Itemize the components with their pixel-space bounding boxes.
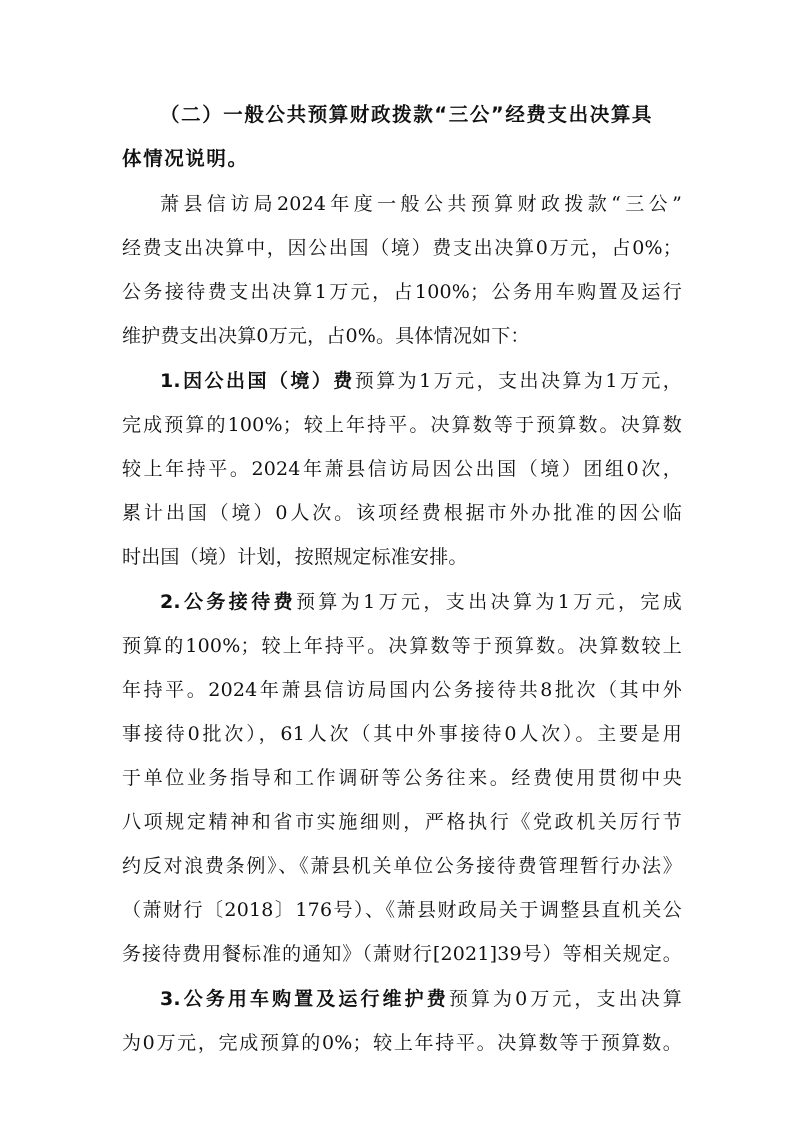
item2-line-9: 务接待费用餐标准的通知》（萧财行[2021]39号）等相关规定。 bbox=[122, 943, 682, 965]
item1-first-line-text: 预算为1万元，支出决算为1万元， bbox=[354, 370, 682, 392]
item1-line-5: 时出国（境）计划，按照规定标准安排。 bbox=[122, 546, 468, 568]
item2-line-6: 八项规定精神和省市实施细则，严格执行《党政机关厉行节 bbox=[122, 811, 682, 833]
item1-line-4: 累计出国（境）0人次。该项经费根据市外办批准的因公临 bbox=[122, 502, 682, 524]
item1-first-line bbox=[160, 364, 682, 398]
intro-line-4: 维护费支出决算0万元，占0%。具体情况如下： bbox=[122, 325, 530, 347]
item3-first-line-text: 预算为0万元，支出决算 bbox=[448, 988, 682, 1010]
item3-first-line bbox=[160, 982, 682, 1016]
section-heading-line-1: （二）一般公共预算财政拨款“三公”经费支出决算具 bbox=[160, 103, 654, 126]
item1-title: 1.因公出国（境）费 bbox=[160, 370, 355, 392]
item2-line-4: 事接待0批次），61人次（其中外事接待0人次）。主要是用 bbox=[122, 723, 682, 745]
item1-line-3: 较上年持平。2024年萧县信访局因公出国（境）团组0次， bbox=[122, 458, 682, 480]
intro-line-2: 经费支出决算中，因公出国（境）费支出决算0万元，占0%； bbox=[122, 237, 682, 259]
intro-line-1: 萧县信访局2024年度一般公共预算财政拨款“三公” bbox=[160, 193, 682, 215]
item2-line-5: 于单位业务指导和工作调研等公务往来。经费使用贯彻中央 bbox=[122, 767, 682, 789]
item2-line-3: 年持平。2024年萧县信访局国内公务接待共8批次（其中外 bbox=[122, 679, 682, 701]
item2-line-2: 预算的100%；较上年持平。决算数等于预算数。决算数较上 bbox=[122, 635, 682, 657]
item3-line-2: 为0万元，完成预算的0%；较上年持平。决算数等于预算数。 bbox=[122, 1032, 682, 1054]
item2-title: 2.公务接待费 bbox=[160, 591, 296, 613]
item2-first-line-text: 预算为1万元，支出决算为1万元，完成 bbox=[295, 591, 682, 613]
section-heading-line-2: 体情况说明。 bbox=[122, 147, 249, 170]
item2-line-8: （萧财行〔2018〕176号）、《萧县财政局关于调整县直机关公 bbox=[122, 899, 682, 921]
item2-first-line bbox=[160, 585, 682, 619]
intro-line-3: 公务接待费支出决算1万元，占100%；公务用车购置及运行 bbox=[122, 281, 682, 303]
item1-line-2: 完成预算的100%；较上年持平。决算数等于预算数。决算数 bbox=[122, 414, 682, 436]
item2-line-7: 约反对浪费条例》、《萧县机关单位公务接待费管理暂行办法》 bbox=[122, 855, 682, 877]
item3-title: 3.公务用车购置及运行维护费 bbox=[160, 988, 449, 1010]
